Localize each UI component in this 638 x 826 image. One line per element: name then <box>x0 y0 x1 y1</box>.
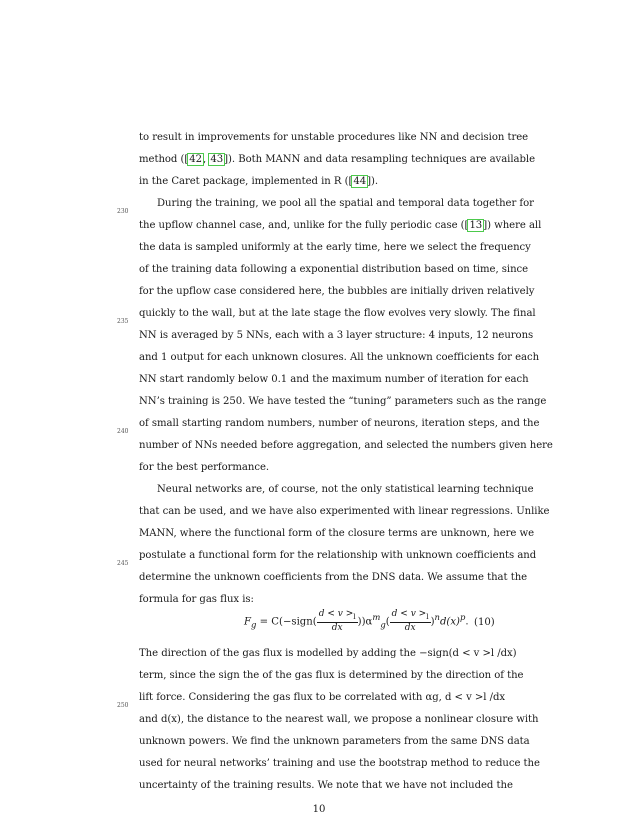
text-line: NN start randomly below 0.1 and the maximum number of iteration for each <box>139 374 529 385</box>
text-line: of small starting random numbers, number of neurons, iteration steps, and the <box>139 418 540 429</box>
text-line: formula for gas flux is: <box>139 594 254 605</box>
citation-link[interactable]: 13 <box>469 220 483 231</box>
text-line: The direction of the gas flux is modelled by adding the −sign(d < v >l /dx) <box>139 648 517 659</box>
text-line: NN’s training is 250. We have tested the “tuning” parameters such as the range <box>139 396 547 407</box>
text-line: and 1 output for each unknown closures. All the unknown coefficients for each <box>139 352 540 363</box>
text-line: to result in improvements for unstable procedures like NN and decision tree <box>139 132 529 143</box>
text-line: method ([42, 43]). Both MANN and data resampling techniques are available <box>139 154 536 165</box>
text-line: the data is sampled uniformly at the early time, here we select the frequency <box>139 242 531 253</box>
line-number: 250 <box>117 702 129 709</box>
text-line: and d(x), the distance to the nearest wall, we propose a nonlinear closure with <box>139 714 539 725</box>
text-line: used for neural networks’ training and use the bootstrap method to reduce the <box>139 758 540 769</box>
text-line: MANN, where the functional form of the closure terms are unknown, here we <box>139 528 534 539</box>
text-line: NN is averaged by 5 NNs, each with a 3 layer structure: 4 inputs, 12 neurons <box>139 330 534 341</box>
equation-number: (10) <box>474 617 495 628</box>
citation-link[interactable]: 43 <box>210 154 224 165</box>
text-line: the upflow channel case, and, unlike for the fully periodic case ([13]) where all <box>139 220 542 231</box>
text-line: postulate a functional form for the relationship with unknown coefficients and <box>139 550 537 561</box>
citation-link[interactable]: 42 <box>189 154 203 165</box>
text-line: number of NNs needed before aggregation, and selected the numbers given here <box>139 440 553 451</box>
text-line: for the best performance. <box>139 462 270 473</box>
text-line: term, since the sign the of the gas flux is determined by the direction of the <box>139 670 524 681</box>
equation-gas-flux: $F_g$ = C(−sign( $\frac{d < v >_l}{dx}$ ))$\alpha^m_g$( $\frac{d < v >_l}{dx}$ )$^nd(x)^p$. <box>244 609 469 633</box>
line-number: 230 <box>117 208 129 215</box>
text-line: for the upflow case considered here, the bubbles are initially driven relatively <box>139 286 535 297</box>
text-line: uncertainty of the training results. We note that we have not included the <box>139 780 513 791</box>
line-number: 245 <box>117 560 129 567</box>
text-line: Neural networks are, of course, not the only statistical learning technique <box>157 484 534 495</box>
citation-link[interactable]: 44 <box>353 176 367 187</box>
text-line: lift force. Considering the gas flux to be correlated with αg, d < v >l /dx <box>139 692 506 703</box>
text-line: of the training data following a exponential distribution based on time, since <box>139 264 529 275</box>
text-line: unknown powers. We find the unknown parameters from the same DNS data <box>139 736 530 747</box>
page-number: 10 <box>312 804 326 815</box>
text-line: determine the unknown coefficients from the DNS data. We assume that the <box>139 572 528 583</box>
line-number: 240 <box>117 428 129 435</box>
text-line: quickly to the wall, but at the late stage the flow evolves very slowly. The final <box>139 308 536 319</box>
line-number: 235 <box>117 318 129 325</box>
text-line: in the Caret package, implemented in R ([44]). <box>139 176 379 187</box>
text-line: During the training, we pool all the spatial and temporal data together for <box>157 198 534 209</box>
text-line: that can be used, and we have also experimented with linear regressions. Unlike <box>139 506 550 517</box>
